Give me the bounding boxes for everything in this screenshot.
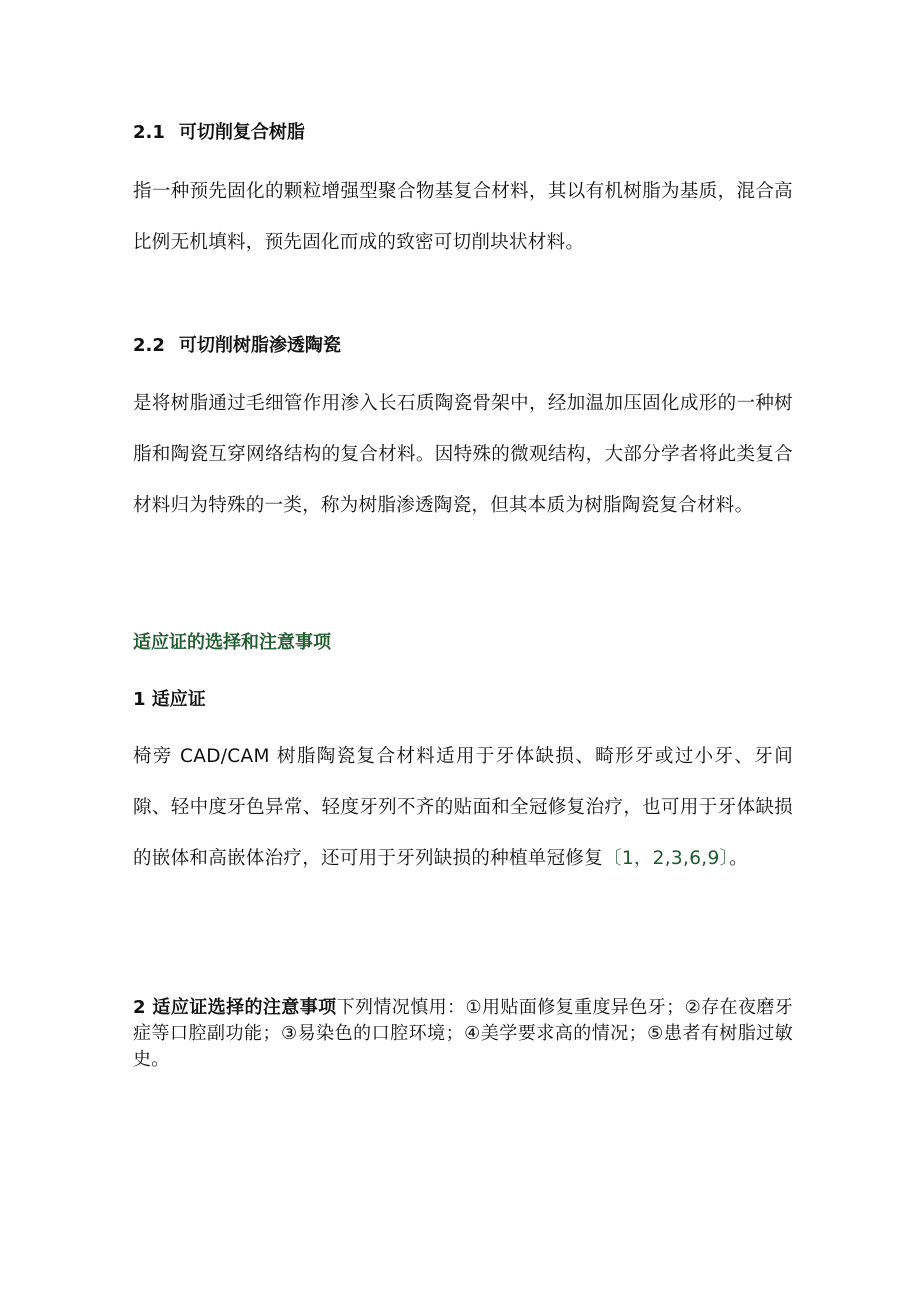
- indications-subheading-1: 1 适应证: [133, 689, 206, 710]
- section-2-2-heading: [133, 334, 793, 358]
- indications-body: 椅旁 CAD/CAM 树脂陶瓷复合材料适用于牙体缺损、畸形牙或过小牙、牙间隙、轻中度牙色异常、轻度牙列不齐的贴面和全冠修复治疗，也可用于牙体缺损的嵌体和高嵌体治疗，还可用于牙列缺损的种植单冠修复: [133, 746, 793, 869]
- section-title: 可切削树脂渗透陶瓷: [178, 335, 341, 356]
- precautions-body: 下列情况慎用：①用贴面修复重度异色牙；②存在夜磨牙症等口腔副功能；③易染色的口腔环境；④美学要求高的情况；⑤患者有树脂过敏史。: [133, 997, 793, 1070]
- section-2-1-heading: [133, 121, 793, 145]
- section-title: 可切削复合树脂: [178, 122, 305, 143]
- citation-reference: 〔1，2,3,6,9〕: [603, 848, 730, 869]
- section-number: 2.2: [133, 335, 165, 356]
- section-number: 2.1: [133, 122, 165, 143]
- section-2-2-paragraph: 是将树脂通过毛细管作用渗入长石质陶瓷骨架中，经加温加压固化成形的一种树脂和陶瓷互穿网络结构的复合材料。因特殊的微观结构，大部分学者将此类复合材料归为特殊的一类，称为树脂渗透陶瓷，但其本质为树脂陶瓷复合材料。: [133, 393, 793, 516]
- sentence-end: 。: [729, 848, 748, 869]
- precautions-heading: 2 适应证选择的注意事项: [133, 997, 337, 1018]
- section-2-1-paragraph: 指一种预先固化的颗粒增强型聚合物基复合材料，其以有机树脂为基质，混合高比例无机填料，预先固化而成的致密可切削块状材料。: [133, 181, 793, 253]
- indications-paragraph: [133, 731, 793, 884]
- precautions-paragraph: [133, 995, 793, 1073]
- indications-section-title: 适应证的选择和注意事项: [133, 632, 331, 653]
